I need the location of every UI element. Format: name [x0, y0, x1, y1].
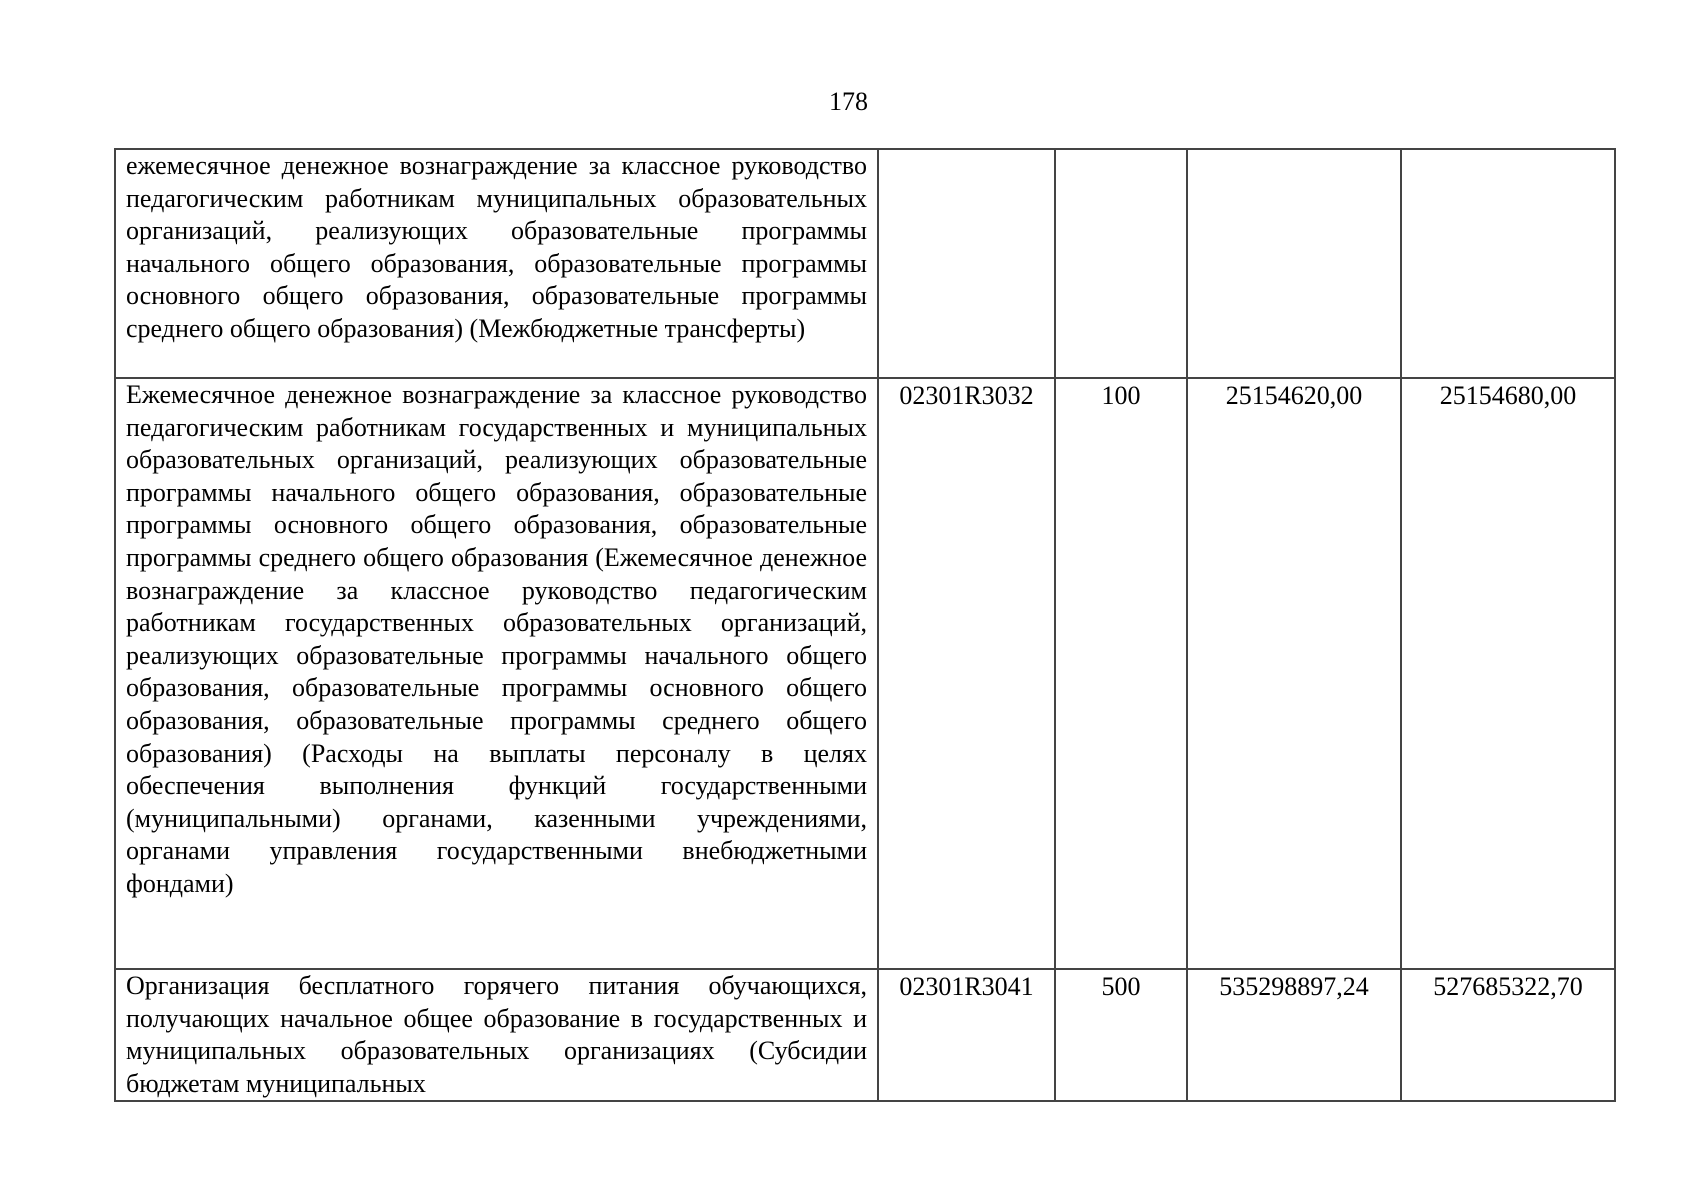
row-type: 500 — [1055, 969, 1187, 1101]
row-type — [1055, 149, 1187, 378]
row-description: Ежемесячное денежное вознаграждение за классное руководство педагогическим работникам государственных и муниципальных образовательных организаций, реализующих образовательные программы начального общего образования, образовательные программы основного общего образования, образовательные программы среднего общего образования (Ежемесячное денежное вознаграждение за классное руководство педагогическим работникам государственных образовательных организаций, реализующих образовательные программы начального общего образования, образовательные программы основного общего образования, образовательные программы среднего общего образования) (Расходы на выплаты персоналу в целях обеспечения выполнения функций государственными (муниципальными) органами, казенными учреждениями, органами управления государственными внебюджетными фондами) — [115, 378, 878, 969]
row-amount-1: 25154620,00 — [1187, 378, 1401, 969]
row-amount-1 — [1187, 149, 1401, 378]
row-code: 02301R3032 — [878, 378, 1055, 969]
row-code — [878, 149, 1055, 378]
row-amount-2 — [1401, 149, 1615, 378]
row-description: Организация бесплатного горячего питания обучающихся, получающих начальное общее образование в государственных и муниципальных образовательных организациях (Субсидии бюджетам муниципальных — [115, 969, 878, 1101]
row-description: ежемесячное денежное вознаграждение за классное руководство педагогическим работникам муниципальных образовательных организаций, реализующих образовательные программы начального общего образования, образовательные программы основного общего образования, образовательные программы среднего общего образования) (Межбюджетные трансферты) — [115, 149, 878, 378]
row-type: 100 — [1055, 378, 1187, 969]
page-number: 178 — [829, 87, 868, 116]
row-amount-1: 535298897,24 — [1187, 969, 1401, 1101]
table-row — [115, 969, 1615, 1101]
row-amount-2: 527685322,70 — [1401, 969, 1615, 1101]
row-amount-2: 25154680,00 — [1401, 378, 1615, 969]
table-row — [115, 378, 1615, 969]
row-code: 02301R3041 — [878, 969, 1055, 1101]
table-row — [115, 149, 1615, 378]
budget-table — [114, 148, 1616, 1102]
